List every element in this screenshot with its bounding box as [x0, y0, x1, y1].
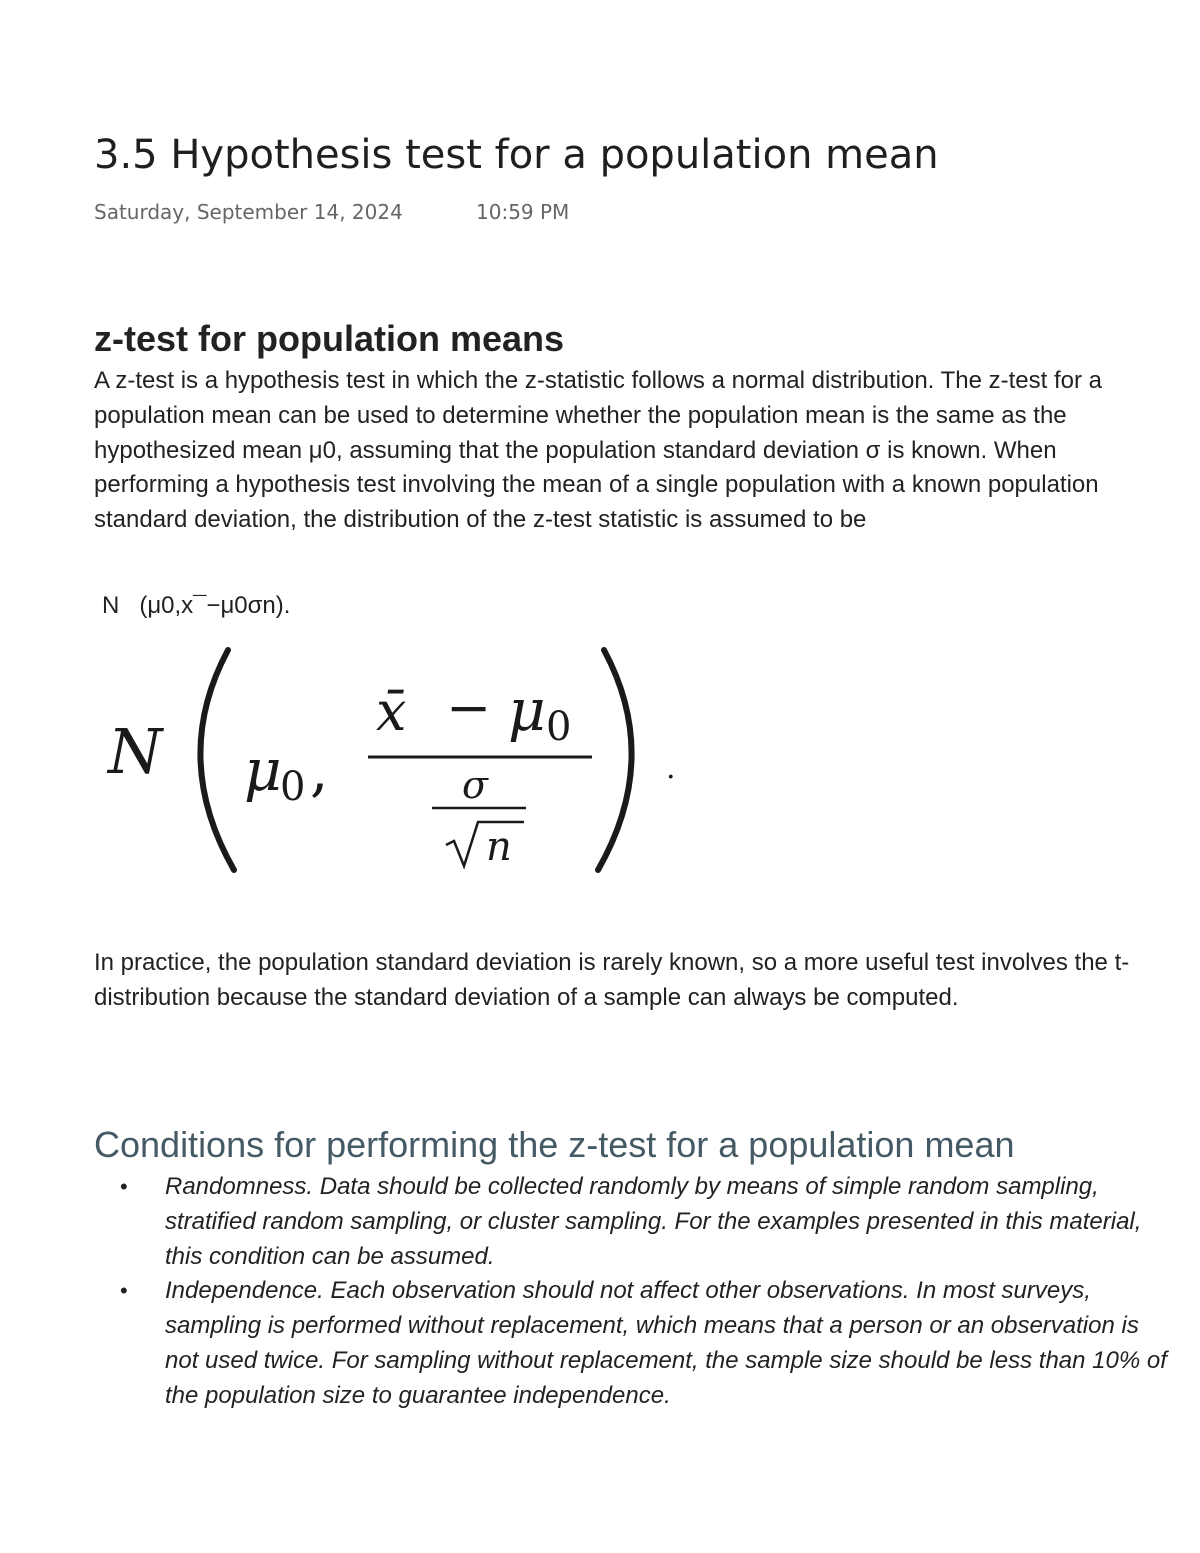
practice-paragraph: In practice, the population standard deviation is rarely known, so a more useful test involves the t-distribution because the standard deviation of a sample can always be computed. — [94, 949, 1130, 1011]
ztest-paragraph: A z-test is a hypothesis test in which the z-statistic follows a normal distribution. The z-test for a population mean can be used to determine whether the population mean is the same as the hypothesized mean μ0, assuming that the population standard deviation σ is known. When performing a hypothesis test involving the mean of a single population with a known population standard deviation, the distribution of the z-test statistic is assumed to be — [94, 367, 1102, 534]
bullet-icon: • — [120, 1278, 128, 1304]
condition-randomness: Randomness. Data should be collected randomly by means of simple random sampling, stratified random sampling, or cluster sampling. For the examples presented in this material, this condition can be assumed. — [165, 1173, 1142, 1270]
formula-n-symbol: N — [108, 715, 163, 788]
formula-sigma: σ — [462, 763, 488, 807]
formula-minus: − — [446, 676, 492, 739]
formula-xbar: x̄ — [376, 680, 407, 743]
bullet-icon: • — [120, 1174, 128, 1199]
formula-mu-first-subscript: 0 — [280, 764, 306, 810]
conditions-list — [94, 1170, 1174, 1432]
list-item — [94, 1170, 1174, 1274]
page-date: Saturday, September 14, 2024 — [94, 200, 403, 224]
conditions-heading: Conditions for performing the z-test for a population mean — [94, 1124, 1015, 1165]
formula-mu-second-subscript: 0 — [546, 704, 572, 750]
formula-comma: , — [310, 736, 329, 804]
condition-independence: Independence. Each observation should not affect other observations. In most surveys, sampling is performed without replacement, which means that a person or an observation is not used twice. For sampling without replacement, the sample size should be less than 10% of the population size to guarantee independence. — [165, 1277, 1167, 1409]
formula-left-paren — [200, 650, 234, 870]
formula-right-paren — [598, 650, 632, 870]
inline-formula-text: N (μ0,x¯−μ0σn). — [102, 592, 291, 619]
list-item — [94, 1274, 1174, 1413]
formula-sqrt-sign — [446, 822, 524, 866]
formula-mu-second: μ — [508, 676, 546, 744]
formula-mu-first: μ — [244, 736, 282, 804]
formula-period: . — [666, 751, 676, 786]
page-title: 3.5 Hypothesis test for a population mean — [94, 132, 939, 178]
normal-distribution-formula — [94, 640, 694, 880]
page-time: 10:59 PM — [476, 200, 570, 224]
ztest-heading: z-test for population means — [94, 318, 565, 359]
formula-n-variable: n — [486, 824, 512, 870]
